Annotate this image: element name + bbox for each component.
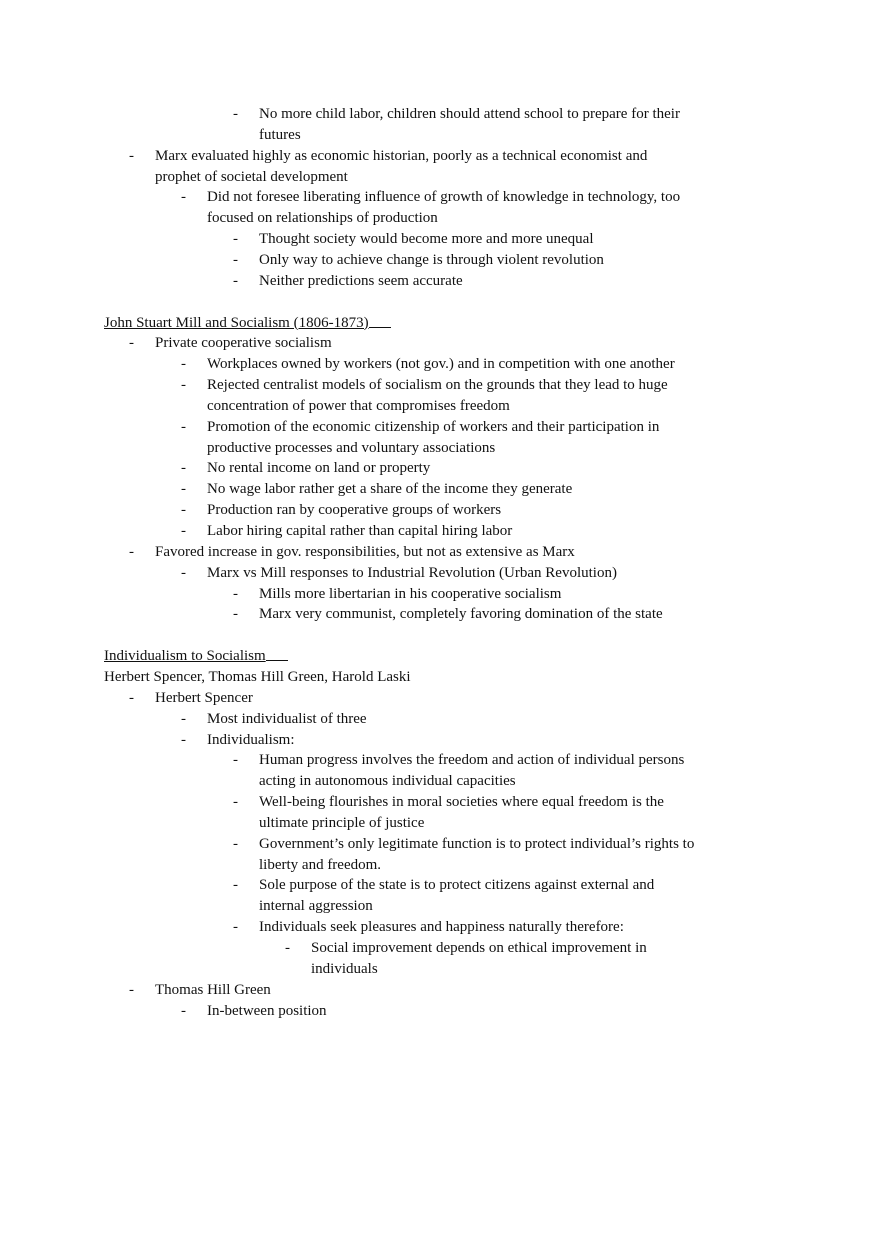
bullet-dash: - [233,251,238,268]
list-item-text: focused on relationships of production [207,210,438,227]
list-item-text: Social improvement depends on ethical improvement in [311,940,647,956]
bullet-dash: - [233,919,238,936]
bullet-dash: - [181,460,186,477]
list-item-text: Mills more libertarian in his cooperative socialism [259,585,562,602]
bullet-dash: - [129,543,134,560]
list-item-text: Human progress involves the freedom and action of individual persons [259,752,685,769]
bullet-dash: - [233,585,238,602]
list-item-text: Sole purpose of the state is to protect citizens against external and [259,877,655,894]
bullet-dash: - [233,606,238,623]
list-item-text: In-between position [207,1002,327,1019]
bullet-dash: - [233,835,238,852]
list-item-text: ultimate principle of justice [259,814,425,831]
list-item-text: Production ran by cooperative groups of workers [207,502,502,519]
list-item-text: No more child labor, children should attend school to prepare for their [259,106,680,122]
list-item-text: Herbert Spencer [155,689,253,706]
list-item-text: liberty and freedom. [259,856,382,873]
list-item-text: Neither predictions seem accurate [259,272,463,289]
list-item-text: Individualism: [207,731,295,748]
bullet-dash: - [181,564,186,581]
list-item-text: acting in autonomous individual capacities [259,773,516,790]
list-item-text: Individuals seek pleasures and happiness naturally therefore: [259,919,624,936]
list-item-text: Thomas Hill Green [155,981,271,998]
bullet-dash: - [181,356,186,373]
bullet-dash: - [181,502,186,519]
body-text: Herbert Spencer, Thomas Hill Green, Harold Laski [104,668,411,685]
list-item-text: Marx vs Mill responses to Industrial Revolution (Urban Revolution) [207,564,617,581]
list-item-text: Rejected centralist models of socialism on the grounds that they lead to huge [207,377,668,394]
list-item-text: Favored increase in gov. responsibilities, but not as extensive as Marx [155,543,575,560]
bullet-dash: - [233,231,238,248]
list-item-text: internal aggression [259,898,373,915]
bullet-dash: - [181,710,186,727]
bullet-dash: - [181,1002,186,1019]
bullet-dash: - [129,335,134,352]
list-item-text: Workplaces owned by workers (not gov.) and in competition with one another [207,356,675,373]
list-item-text: Promotion of the economic citizenship of workers and their participation in [207,418,660,435]
bullet-dash: - [285,940,290,956]
bullet-dash: - [181,418,186,435]
bullet-dash: - [181,189,186,206]
list-item-text: Labor hiring capital rather than capital hiring labor [207,523,513,539]
list-item-text: No rental income on land or property [207,460,431,477]
section-heading: John Stuart Mill and Socialism (1806-1873) [104,313,391,333]
list-item-text: Most individualist of three [207,710,367,727]
list-item-text: Did not foresee liberating influence of growth of knowledge in technology, too [207,189,681,206]
bullet-dash: - [233,272,238,289]
list-item-text: Private cooperative socialism [155,335,332,352]
list-item-text: Marx evaluated highly as economic historian, poorly as a technical economist and [155,147,648,164]
list-item-text: Government’s only legitimate function is to protect individual’s rights to [259,835,695,852]
list-item-text: futures [259,126,301,143]
bullet-dash: - [233,794,238,811]
list-item-text: prophet of societal development [155,168,348,185]
list-item-text: Well-being flourishes in moral societies where equal freedom is the [259,794,664,811]
bullet-dash: - [233,752,238,769]
list-item-text: Only way to achieve change is through violent revolution [259,251,604,268]
bullet-dash: - [129,147,134,164]
bullet-dash: - [233,877,238,894]
list-item-text: productive processes and voluntary associations [207,439,496,456]
list-item-text: individuals [311,960,378,977]
list-item-text: concentration of power that compromises freedom [207,397,510,414]
list-item-text: Thought society would become more and more unequal [259,231,594,248]
list-item-text: No wage labor rather get a share of the income they generate [207,481,573,498]
bullet-dash: - [181,481,186,498]
bullet-dash: - [181,523,186,539]
bullet-dash: - [129,689,134,706]
bullet-dash: - [181,731,186,748]
bullet-dash: - [129,981,134,998]
bullet-dash: - [233,106,238,122]
section-heading: Individualism to Socialism [104,646,288,666]
list-item-text: Marx very communist, completely favoring domination of the state [259,606,663,623]
bullet-dash: - [181,377,186,394]
